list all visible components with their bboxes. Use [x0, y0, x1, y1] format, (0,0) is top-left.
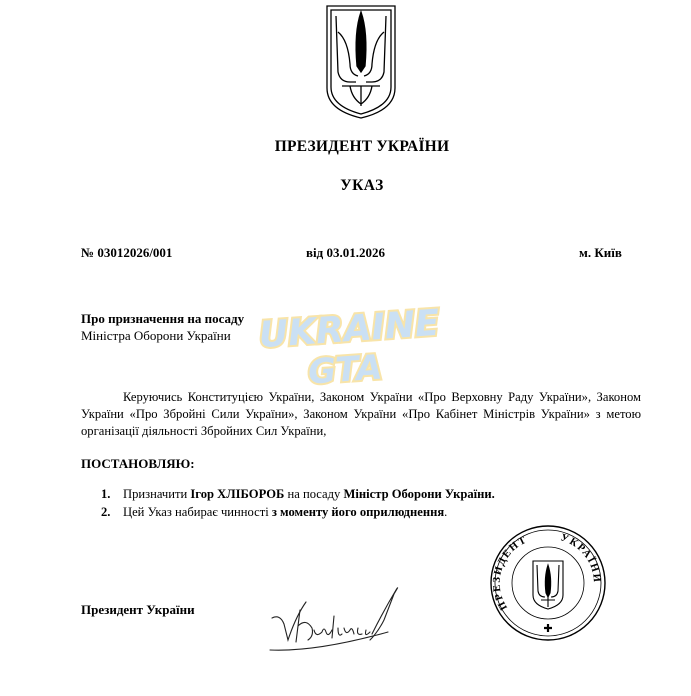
- point-number: 2.: [101, 504, 111, 519]
- seal-text-left: ПРЕЗИДЕНТ: [491, 534, 530, 612]
- issuer-title: ПРЕЗИДЕНТ УКРАЇНИ: [274, 138, 450, 155]
- appointee-name: Ігор ХЛІБОРОБ: [190, 487, 285, 501]
- point-text: .: [444, 504, 448, 519]
- decree-place: м. Київ: [579, 245, 622, 260]
- decree-points: [81, 486, 495, 521]
- position-title: Міністр Оборони України.: [343, 487, 495, 501]
- point-text: Призначити: [123, 487, 191, 501]
- point-text: Цей Указ набирає чинності: [123, 504, 272, 519]
- resolve-heading: ПОСТАНОВЛЯЮ:: [81, 456, 195, 471]
- document-type: УКАЗ: [340, 177, 384, 194]
- decree-date: від 03.01.2026: [306, 245, 385, 260]
- seal-trident-icon: [533, 561, 563, 609]
- decree-number: № 03012026/001: [81, 245, 173, 260]
- ukraine-gta-logo: [258, 297, 448, 395]
- svg-text:УКРАЇНИ: [559, 532, 602, 584]
- seal-text-right: УКРАЇНИ: [559, 532, 603, 585]
- watermark-line-1: UKRAINE: [258, 302, 441, 357]
- point-text: на посаду: [284, 487, 344, 501]
- subject-line-2: Міністра Оборони України: [81, 328, 231, 343]
- trident-emblem-icon: [320, 2, 402, 120]
- point-number: 1.: [101, 487, 111, 501]
- signer-title: Президент України: [81, 602, 195, 617]
- svg-text:ПРЕЗИДЕНТ: [492, 534, 530, 611]
- decree-body: Керуючись Конституцією України, Законом України «Про Верховну Раду України», Законом України «Про Збройні Сили України», Законом України «Про Кабінет Міністрів України» з метою організації діяльності Збройних Сил України,: [81, 390, 641, 438]
- presidential-seal-icon: [488, 523, 608, 643]
- subject-line-1: Про призначення на посаду: [81, 311, 245, 326]
- list-item: [81, 504, 495, 522]
- watermark-line-2: GTA: [306, 347, 384, 393]
- decree-subject: [81, 310, 244, 344]
- handwritten-signature: [266, 580, 411, 660]
- list-item: [81, 486, 495, 504]
- effective-clause: з моменту його оприлюднення: [271, 504, 445, 519]
